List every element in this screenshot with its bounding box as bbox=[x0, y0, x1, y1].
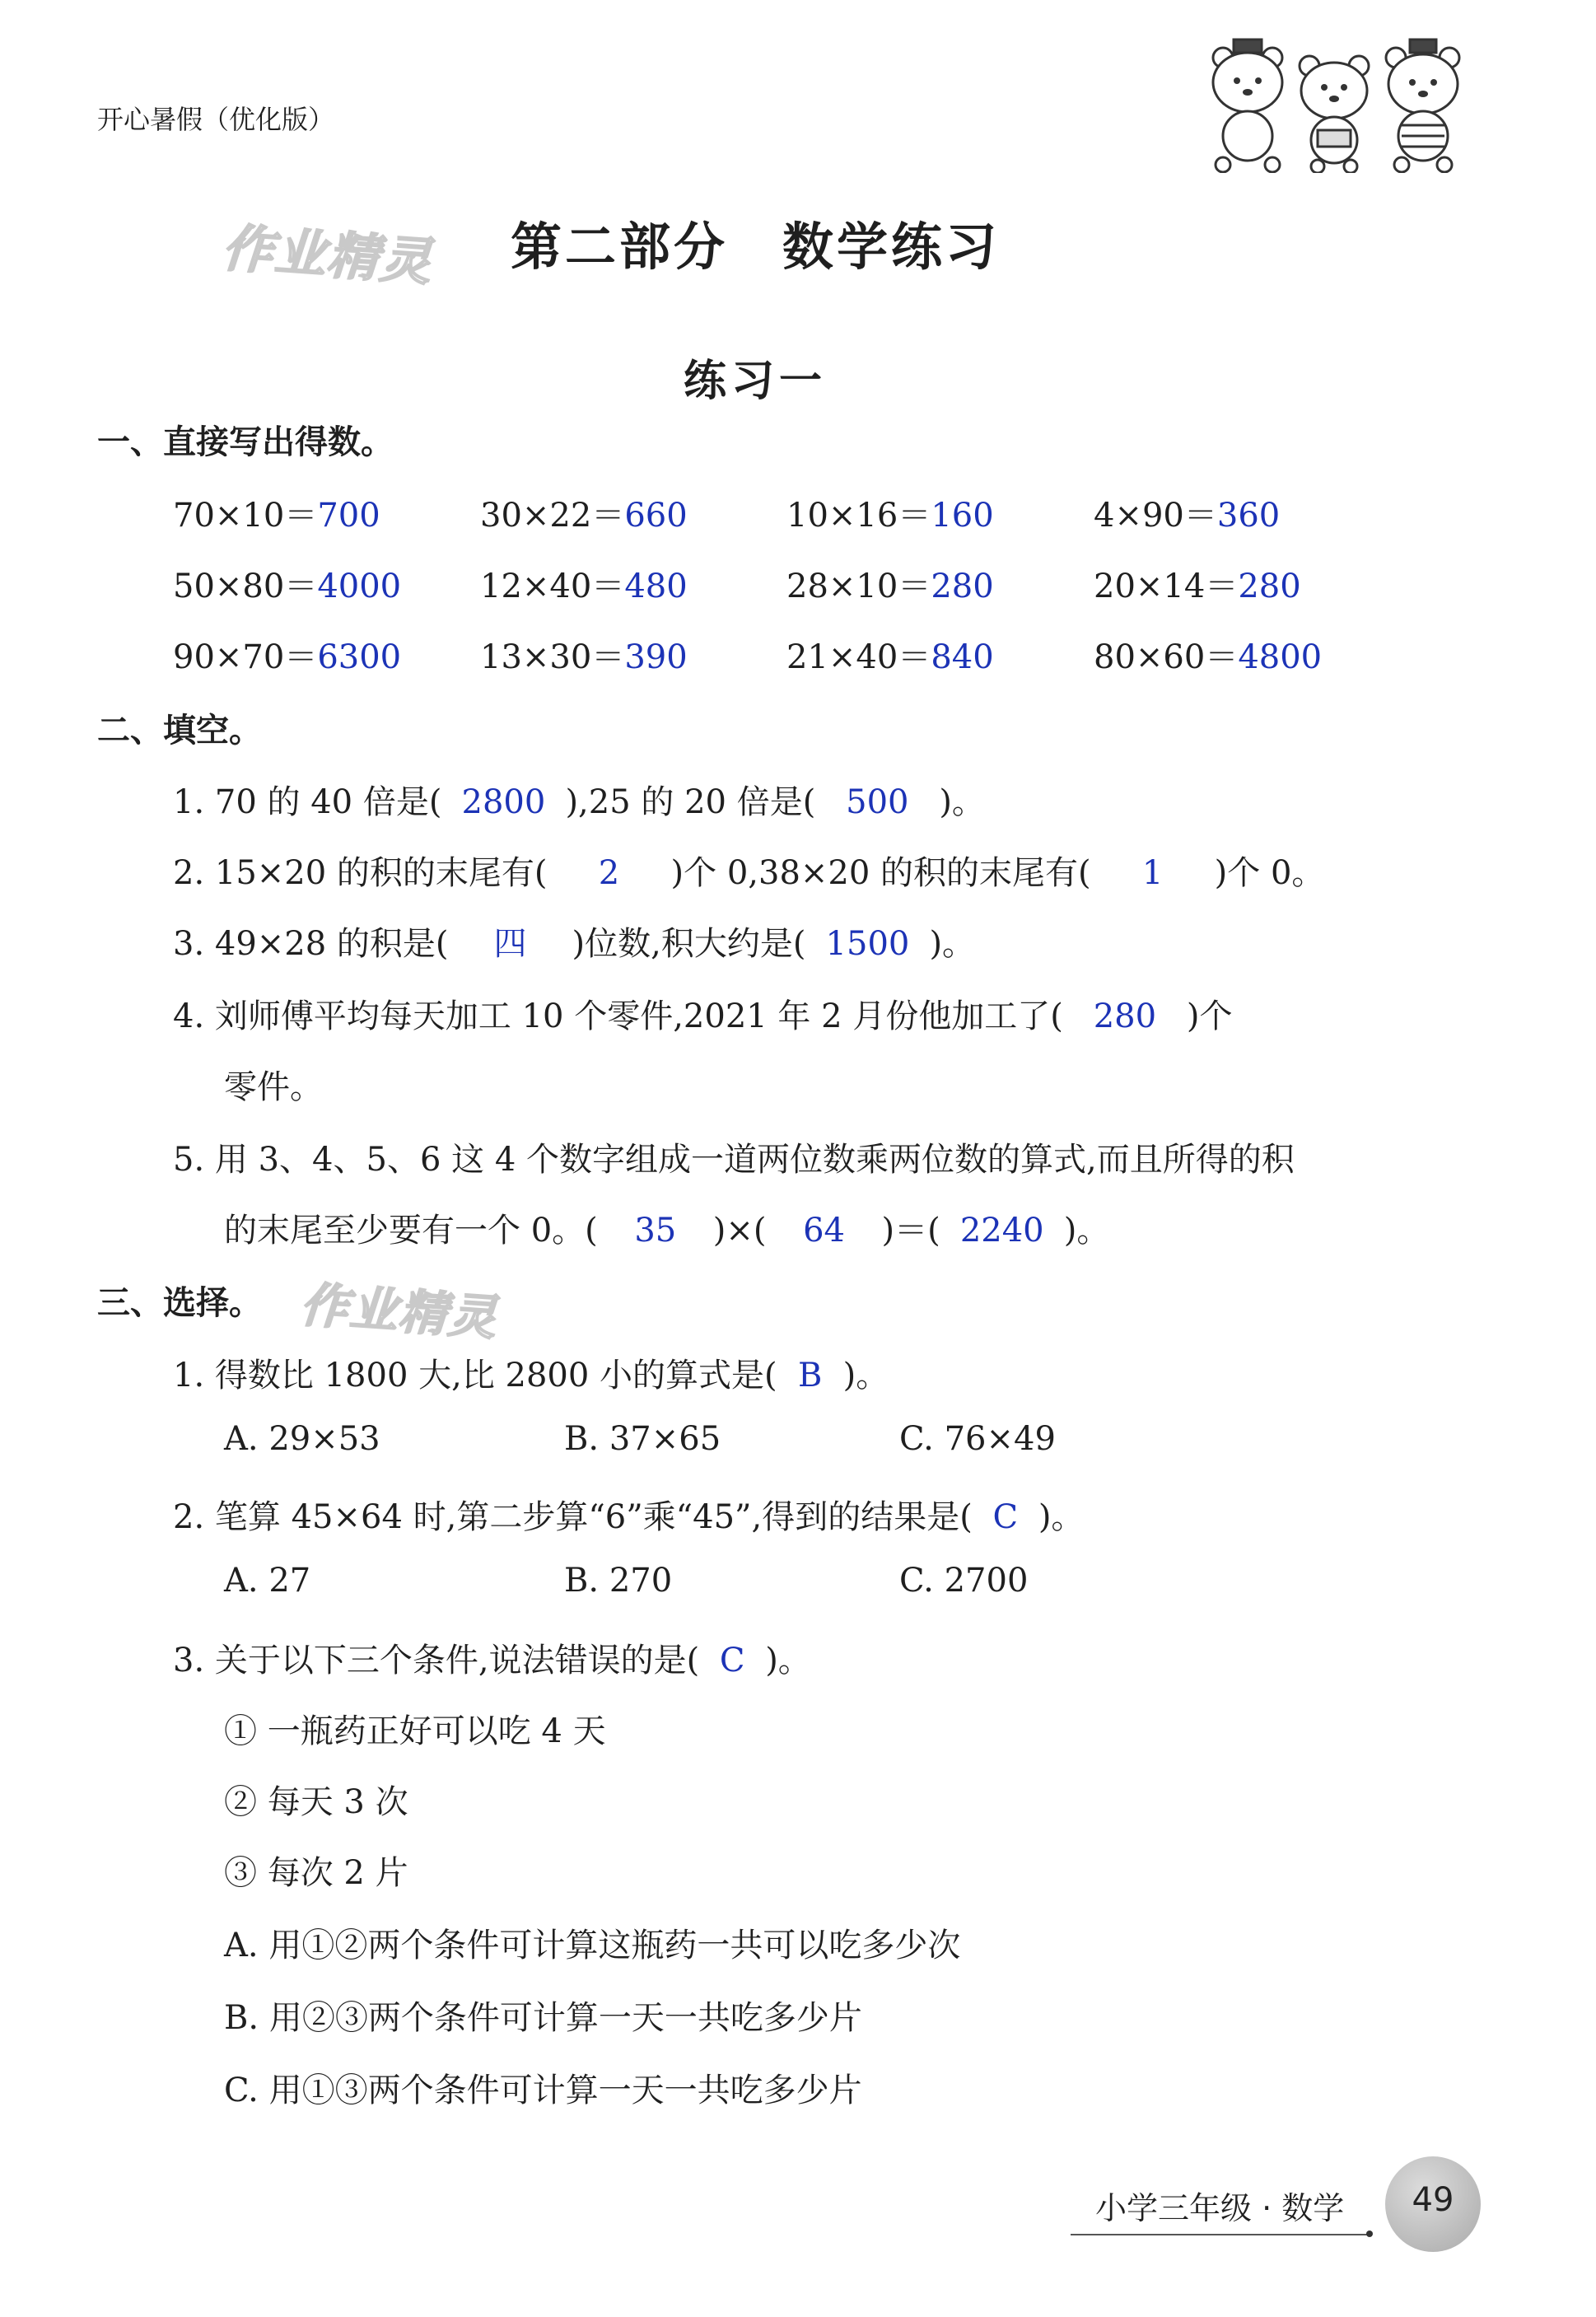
condition-item: ① 一瓶药正好可以吃 4 天 bbox=[224, 1712, 606, 1750]
part-title: 第二部分 数学练习 bbox=[511, 217, 1001, 277]
watermark: 作业精灵 bbox=[298, 1276, 500, 1347]
choice-option: A. 用①②两个条件可计算这瓶药一共可以吃多少次 bbox=[224, 1927, 961, 1964]
section2-heading: 二、填空。 bbox=[97, 712, 262, 750]
calc-item: 80×60＝4800 bbox=[1094, 638, 1323, 676]
choice-option: B. 37×65 bbox=[564, 1420, 721, 1458]
calc-item: 50×80＝4000 bbox=[173, 568, 402, 605]
calc-item: 21×40＝840 bbox=[786, 638, 994, 676]
footer-dot bbox=[1366, 2231, 1373, 2237]
choice-option: B. 用②③两个条件可计算一天一共吃多少片 bbox=[224, 1999, 862, 2037]
choice-option: C. 用①③两个条件可计算一天一共吃多少片 bbox=[224, 2072, 862, 2109]
calc-item: 13×30＝390 bbox=[480, 638, 688, 676]
fill-question-4-continuation: 零件。 bbox=[224, 1068, 323, 1106]
fill-question-5: 5. 用 3、4、5、6 这 4 个数字组成一道两位数乘两位数的算式,而且所得的积 bbox=[173, 1141, 1295, 1179]
footer-divider bbox=[1071, 2234, 1371, 2235]
calc-item: 20×14＝280 bbox=[1094, 568, 1301, 605]
choice-option: A. 27 bbox=[224, 1562, 311, 1600]
exercise-title: 练习一 bbox=[684, 356, 828, 406]
choice-option: A. 29×53 bbox=[224, 1420, 380, 1458]
choice-option: C. 76×49 bbox=[899, 1420, 1056, 1458]
section1-heading: 一、直接写出得数。 bbox=[97, 423, 394, 461]
calc-item: 4×90＝360 bbox=[1094, 497, 1281, 535]
footer-label: 小学三年级 · 数学 bbox=[1095, 2190, 1345, 2226]
calc-item: 12×40＝480 bbox=[480, 568, 688, 605]
fill-question-5-continuation: 的末尾至少要有一个 0。( 35 )×( 64 )＝( 2240 )。 bbox=[224, 1212, 1110, 1250]
fill-question-4: 4. 刘师傅平均每天加工 10 个零件,2021 年 2 月份他加工了( 280 )个 bbox=[173, 997, 1233, 1035]
watermark: 作业精灵 bbox=[220, 217, 435, 292]
fill-question-2: 2. 15×20 的积的末尾有( 2 )个 0,38×20 的积的末尾有( 1 )个 0。 bbox=[173, 854, 1325, 892]
calc-item: 90×70＝6300 bbox=[173, 638, 402, 676]
choice-option: C. 2700 bbox=[899, 1562, 1029, 1600]
mascot-bears-illustration bbox=[1186, 33, 1482, 173]
calc-item: 70×10＝700 bbox=[173, 497, 380, 535]
fill-question-3: 3. 49×28 的积是( 四 )位数,积大约是( 1500 )。 bbox=[173, 925, 976, 963]
choice-option: B. 270 bbox=[564, 1562, 673, 1600]
calc-item: 10×16＝160 bbox=[786, 497, 994, 535]
book-title: 开心暑假（优化版） bbox=[97, 104, 335, 135]
page-number: 49 bbox=[1412, 2181, 1454, 2219]
choice-question-2: 2. 笔算 45×64 时,第二步算“6”乘“45”,得到的结果是( C )。 bbox=[173, 1498, 1085, 1536]
calc-item: 30×22＝660 bbox=[480, 497, 688, 535]
section3-heading: 三、选择。 bbox=[97, 1284, 262, 1322]
fill-question-1: 1. 70 的 40 倍是( 2800 ),25 的 20 倍是( 500 )。 bbox=[173, 783, 985, 821]
choice-question-3: 3. 关于以下三个条件,说法错误的是( C )。 bbox=[173, 1642, 811, 1679]
choice-question-1: 1. 得数比 1800 大,比 2800 小的算式是( B )。 bbox=[173, 1357, 889, 1394]
condition-item: ③ 每次 2 片 bbox=[224, 1854, 408, 1892]
calc-item: 28×10＝280 bbox=[786, 568, 994, 605]
condition-item: ② 每天 3 次 bbox=[224, 1783, 408, 1821]
